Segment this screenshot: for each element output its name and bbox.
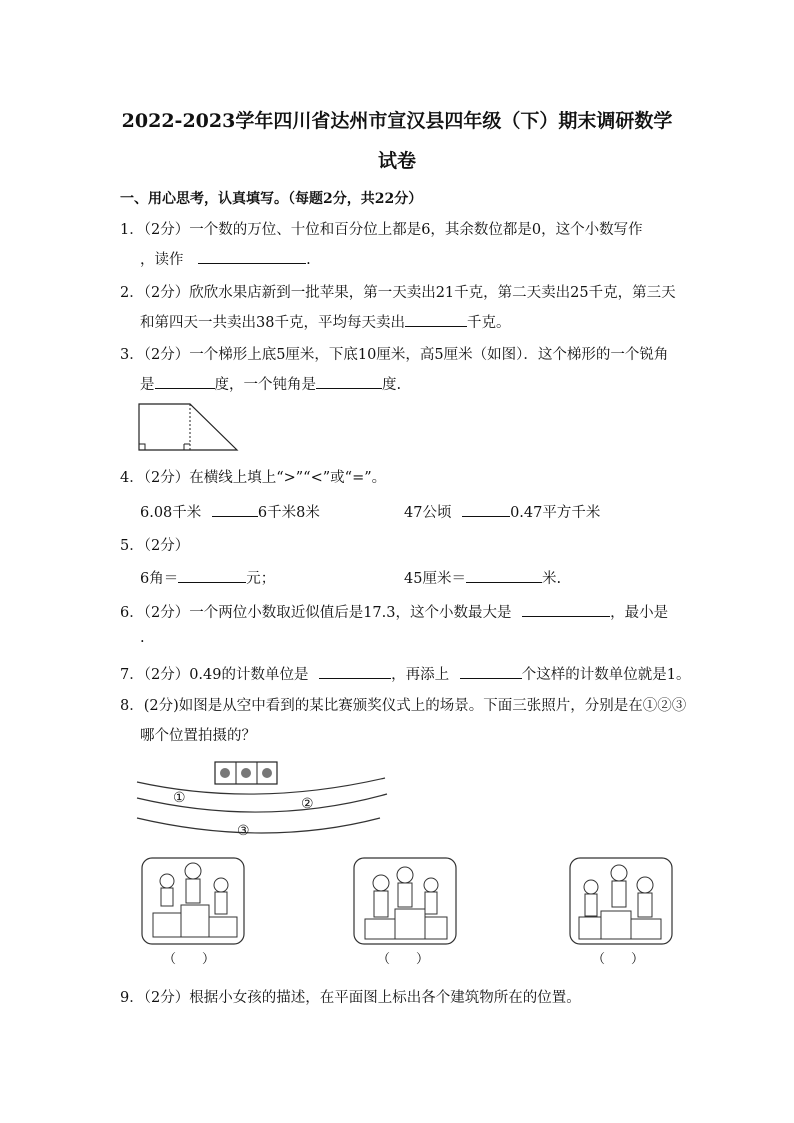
photo-2-answer[interactable]: （ ） <box>377 952 430 967</box>
q5-left-b: 元； <box>246 571 276 587</box>
photo-1 <box>141 857 245 945</box>
answer-blank[interactable] <box>460 664 522 679</box>
position-2-label: ② <box>301 796 314 812</box>
position-3-label: ③ <box>237 823 250 839</box>
trapezoid-figure <box>138 403 242 453</box>
q5-right-b: 米. <box>541 571 562 587</box>
answer-blank[interactable] <box>462 502 510 517</box>
q7-text-end: 个这样的计数单位就是1。 <box>521 667 691 683</box>
answer-blank[interactable] <box>178 568 246 583</box>
question-1: 1．（2分）一个数的万位、十位和百分位上都是6，其余数位都是0，这个小数写作 <box>120 222 643 238</box>
answer-blank[interactable] <box>319 664 391 679</box>
question-5-right <box>404 567 561 588</box>
question-8: 8．(2分)如图是从空中看到的某比赛颁奖仪式上的场景。下面三张照片，分别是在①②③ <box>120 698 687 714</box>
question-4-left <box>140 501 320 522</box>
answer-blank[interactable] <box>316 374 382 389</box>
q2-text-end: 千克。 <box>466 315 511 331</box>
answer-blank[interactable] <box>466 568 542 583</box>
title-line-2: 试卷 <box>377 150 416 172</box>
q5-left-a: 6角＝ <box>140 571 179 587</box>
question-3: 3．（2分）一个梯形上底5厘米，下底10厘米，高5厘米（如图）．这个梯形的一个锐角 <box>120 347 669 363</box>
photo-2 <box>353 857 457 945</box>
question-4-right <box>404 501 600 522</box>
question-2: 2．（2分）欣欣水果店新到一批苹果，第一天卖出21千克，第二天卖出25千克，第三天 <box>120 285 676 301</box>
section-heading: 一、用心思考，认真填写。（每题2分，共22分） <box>120 191 423 207</box>
title-line-1: 2022-2023学年四川省达州市宣汉县四年级（下）期末调研数学 <box>121 110 673 132</box>
answer-blank[interactable] <box>198 249 306 264</box>
question-9: 9．（2分）根据小女孩的描述，在平面图上标出各个建筑物所在的位置。 <box>120 990 581 1006</box>
photo-3 <box>569 857 673 945</box>
question-4: 4．（2分）在横线上填上“>”“<”或“=”。 <box>120 470 387 486</box>
q1-end: . <box>306 252 311 268</box>
answer-blank[interactable] <box>405 312 467 327</box>
q7-text-mid: ，再添上 <box>391 667 450 683</box>
question-5-left <box>140 567 275 588</box>
position-1-label: ① <box>173 790 186 806</box>
question-8-cont: 哪个位置拍摄的？ <box>140 728 256 744</box>
question-6-end: . <box>140 630 145 646</box>
question-3-cont <box>140 373 401 394</box>
q7-text: 7．（2分）0.49的计数单位是 <box>120 667 309 683</box>
question-6 <box>120 601 668 622</box>
award-stage-overhead-figure <box>135 756 680 856</box>
q4-left-b: 6千米8米 <box>257 505 320 521</box>
q4-right-b: 0.47平方千米 <box>510 505 601 521</box>
photo-3-answer[interactable]: （ ） <box>592 952 645 967</box>
q2-text: 和第四天一共卖出38千克，平均每天卖出 <box>140 315 405 331</box>
photo-1-answer[interactable]: （ ） <box>163 952 216 967</box>
q1-text: ，读作 <box>140 252 184 268</box>
q6-text: 6．（2分）一个两位小数取近似值后是17.3，这个小数最大是 <box>120 605 512 621</box>
q4-right-a: 47公顷 <box>404 505 452 521</box>
answer-blank[interactable] <box>212 502 258 517</box>
answer-blank[interactable] <box>522 602 610 617</box>
q3-text-mid: 度，一个钝角是 <box>214 377 316 393</box>
q3-text: 是 <box>140 377 155 393</box>
answer-blank[interactable] <box>155 374 215 389</box>
q3-text-end: 度. <box>382 377 402 393</box>
question-5: 5．（2分） <box>120 538 190 554</box>
question-2-cont <box>140 311 510 332</box>
question-7 <box>120 663 690 684</box>
q4-left-a: 6.08千米 <box>140 505 202 521</box>
q6-text-mid: ，最小是 <box>610 605 669 621</box>
question-1-cont <box>140 248 311 269</box>
q5-right-a: 45厘米＝ <box>404 571 466 587</box>
